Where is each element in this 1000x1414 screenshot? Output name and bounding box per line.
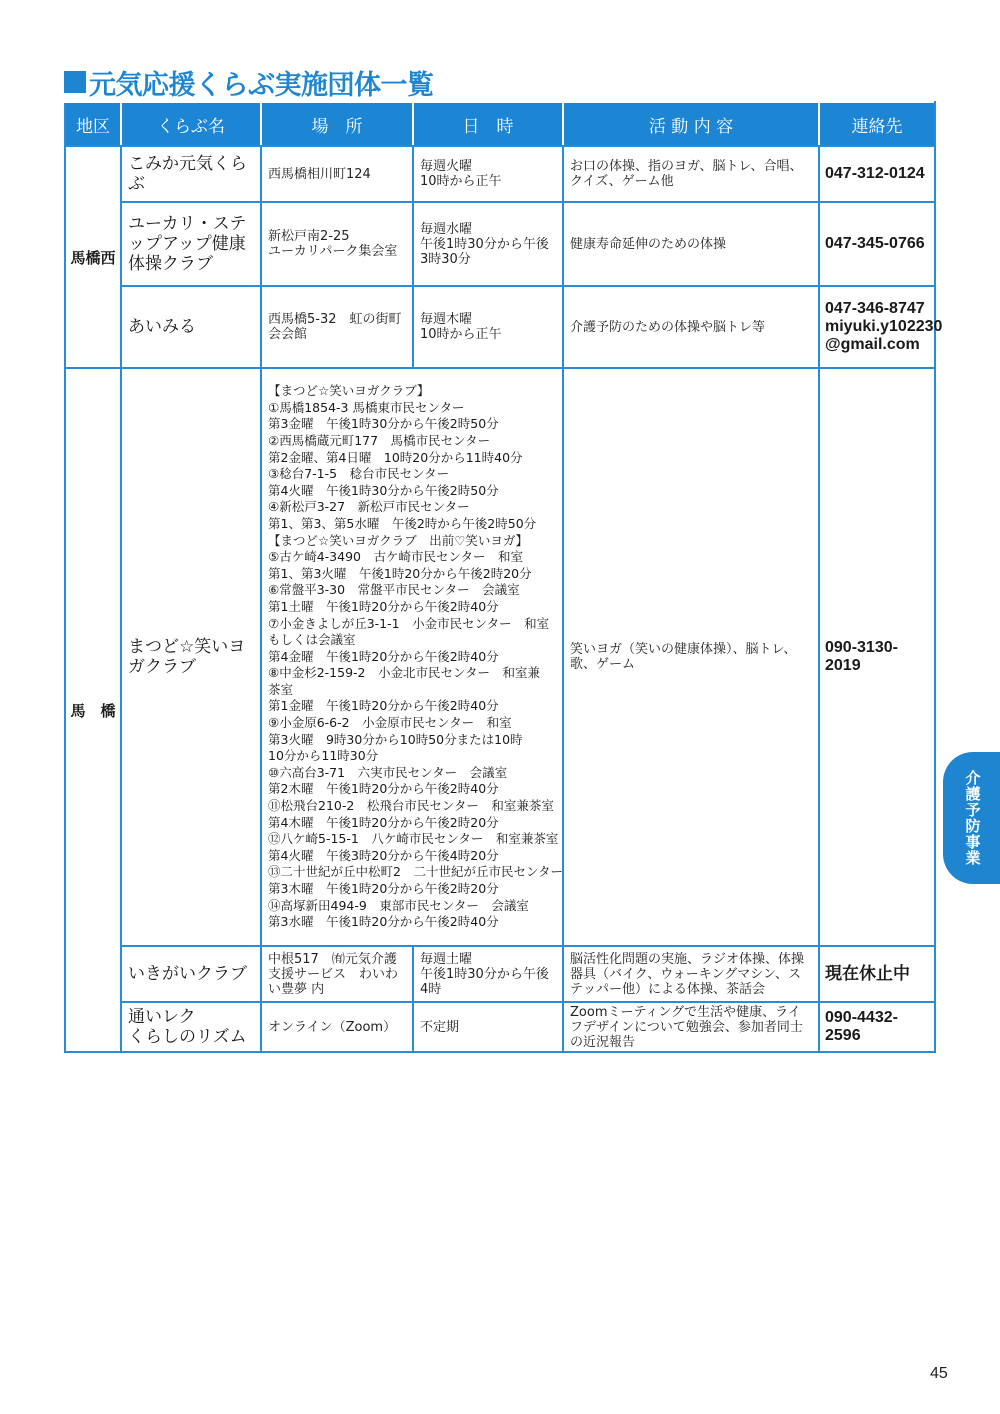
club-place: 新松戸南2-25 ユーカリパーク集会室: [261, 202, 413, 286]
schedule-line: ⑫八ケ崎5-15-1 八ケ崎市民センター 和室兼茶室: [268, 831, 559, 847]
schedule-line: 第1金曜 午後1時20分から午後2時40分: [268, 698, 499, 714]
table-row: [65, 202, 935, 286]
schedule-line: 第2金曜、第4日曜 10時20分から11時40分: [268, 449, 523, 465]
schedule-line: 第1、第3火曜 午後1時20分から午後2時20分: [268, 565, 532, 581]
header-club-name: くらぶ名: [121, 102, 261, 146]
club-contact: 090-4432-2596: [819, 1002, 935, 1052]
club-time: 毎週土曜 午後1時30分から午後4時: [413, 946, 563, 1002]
schedule-line: 第1土曜 午後1時20分から午後2時40分: [268, 598, 499, 614]
schedule-line: ⑤古ケ崎4-3490 古ケ崎市民センター 和室: [268, 549, 523, 565]
schedule-line: 第3火曜 9時30分から10時50分または10時: [268, 731, 523, 747]
club-name: こみか元気くらぶ: [121, 146, 261, 202]
area-mabashi-nishi: 馬橋西: [65, 146, 121, 368]
schedule-line: 第4木曜 午後1時20分から午後2時20分: [268, 814, 499, 830]
header-contact: 連絡先: [819, 102, 935, 146]
club-activity: 介護予防のための体操や脳トレ等: [563, 286, 819, 368]
schedule-line: ⑧中金杉2-159-2 小金北市民センター 和室兼: [268, 665, 540, 681]
schedule-line: ⑦小金きよしが丘3-1-1 小金市民センター 和室: [268, 615, 550, 631]
club-activity: お口の体操、指のヨガ、脳トレ、合唱、クイズ、ゲーム他: [563, 146, 819, 202]
title-square-icon: [64, 71, 86, 93]
schedule-line: 第3木曜 午後1時20分から午後2時20分: [268, 881, 499, 897]
table-row: [65, 146, 935, 202]
contact-email-1: miyuki.y102230: [825, 318, 943, 335]
header-activity: 活 動 内 容: [563, 102, 819, 146]
schedule-line: 茶室: [268, 681, 294, 697]
schedule-line: 第1、第3、第5水曜 午後2時から午後2時50分: [268, 515, 537, 531]
side-tab-label: 介護予防事業: [963, 770, 982, 866]
club-time: 毎週水曜 午後1時30分から午後3時30分: [413, 202, 563, 286]
schedule-line: 【まつど☆笑いヨガクラブ】: [268, 383, 430, 399]
club-contact: [819, 286, 943, 368]
schedule-line: ③稔台7-1-5 稔台市民センター: [268, 466, 450, 482]
schedule-line: 第2木曜 午後1時20分から午後2時40分: [268, 781, 499, 797]
schedule-line: ④新松戸3-27 新松戸市民センター: [268, 499, 470, 515]
table-row: [65, 368, 935, 946]
area-mabashi: 馬 橋: [65, 368, 121, 1052]
club-name: 通いレク くらしのリズム: [121, 1002, 261, 1052]
schedule-line: ⑨小金原6-6-2 小金原市民センター 和室: [268, 715, 512, 731]
table-row: [65, 1002, 935, 1052]
schedule-line: 第4金曜 午後1時20分から午後2時40分: [268, 648, 499, 664]
club-time: 毎週木曜 10時から正午: [413, 286, 563, 368]
club-table: [64, 101, 943, 1053]
schedule-line: ⑥常盤平3-30 常盤平市民センター 会議室: [268, 582, 520, 598]
club-place: 中根517 ㈲元気介護支援サービス わいわい豊夢 内: [261, 946, 413, 1002]
schedule-line: ⑬二十世紀が丘中松町2 二十世紀が丘市民センター: [268, 864, 563, 880]
schedule-line: ⑭高塚新田494-9 東部市民センター 会議室: [268, 897, 529, 913]
club-place: オンライン（Zoom）: [261, 1002, 413, 1052]
club-time: 毎週火曜 10時から正午: [413, 146, 563, 202]
page-title: [64, 62, 434, 102]
table-row: [65, 946, 935, 1002]
table-row: [65, 286, 935, 368]
header-place: 場 所: [261, 102, 413, 146]
club-contact: 047-345-0766: [819, 202, 935, 286]
contact-phone: 047-346-8747: [825, 300, 925, 317]
club-activity: 脳活性化問題の実施、ラジオ体操、体操器具（バイク、ウォーキングマシン、ステッパー他）による体操、茶話会: [563, 946, 819, 1002]
schedule-line: 【まつど☆笑いヨガクラブ 出前♡笑いヨガ】: [268, 532, 529, 548]
header-area: 地区: [65, 102, 121, 146]
schedule-line: 第4火曜 午後3時20分から午後4時20分: [268, 847, 499, 863]
schedule-line: ⑩六高台3-71 六実市民センター 会議室: [268, 764, 508, 780]
schedule-line: ②西馬橋蔵元町177 馬橋市民センター: [268, 432, 491, 448]
club-place: 西馬橋相川町124: [261, 146, 413, 202]
club-name: まつど☆笑いヨガクラブ: [121, 368, 261, 946]
club-activity: 健康寿命延伸のための体操: [563, 202, 819, 286]
club-contact: 090-3130-2019: [819, 368, 935, 946]
header-datetime: 日 時: [413, 102, 563, 146]
club-name: ユーカリ・ステップアップ健康体操クラブ: [121, 202, 261, 286]
club-time: 不定期: [413, 1002, 563, 1052]
club-name: いきがいクラブ: [121, 946, 261, 1002]
section-side-tab: [943, 752, 1000, 884]
schedule-line: ①馬橋1854-3 馬橋東市民センター: [268, 399, 465, 415]
club-contact: 現在休止中: [819, 946, 935, 1002]
contact-email-2: @gmail.com: [825, 336, 920, 353]
club-schedule: [261, 368, 563, 946]
club-place: 西馬橋5-32 虹の街町会会館: [261, 286, 413, 368]
club-activity: Zoomミーティングで生活や健康、ライフデザインについて勉強会、参加者同士の近況報告: [563, 1002, 819, 1052]
club-name: あいみる: [121, 286, 261, 368]
schedule-line: 第4火曜 午後1時30分から午後2時50分: [268, 482, 499, 498]
schedule-line: 第3金曜 午後1時30分から午後2時50分: [268, 416, 499, 432]
schedule-line: 第3水曜 午後1時20分から午後2時40分: [268, 914, 499, 930]
club-contact: 047-312-0124: [819, 146, 935, 202]
table-header-row: [65, 102, 935, 146]
schedule-line: ⑪松飛台210-2 松飛台市民センター 和室兼茶室: [268, 798, 554, 814]
club-activity: 笑いヨガ（笑いの健康体操）、脳トレ、歌、ゲーム: [563, 368, 819, 946]
schedule-line: もしくは会議室: [268, 632, 356, 648]
page-title-text: 元気応援くらぶ実施団体一覧: [89, 69, 434, 101]
page-number: 45: [930, 1365, 948, 1382]
schedule-line: 10分から11時30分: [268, 748, 379, 764]
